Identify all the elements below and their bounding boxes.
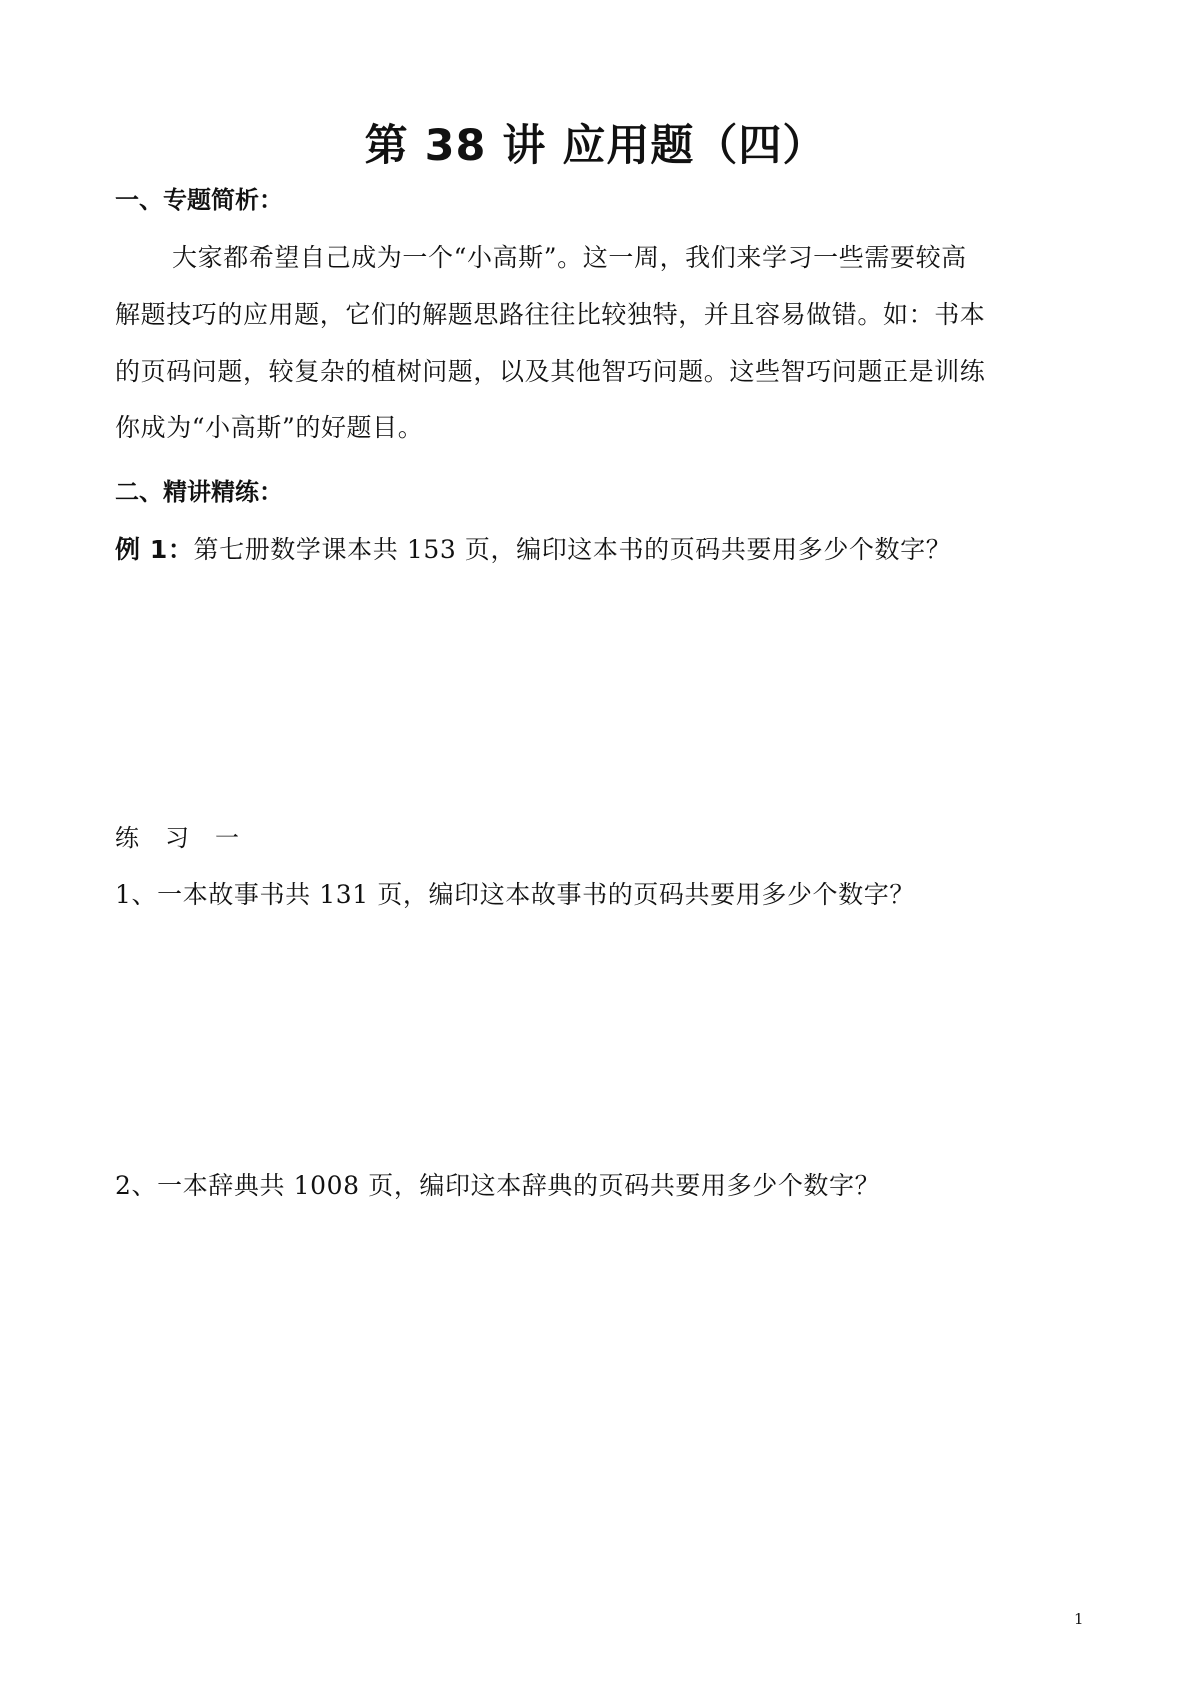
- section2-heading: 二、精讲精练：: [115, 478, 283, 506]
- intro-paragraph-line-4: 你成为“小高斯”的好题目。: [115, 413, 424, 442]
- page-title: 第 38 讲 应用题（四）: [364, 121, 827, 171]
- example-1-label: 例 1：: [115, 535, 194, 564]
- example-1: [115, 530, 951, 566]
- intro-paragraph-line-2: 解题技巧的应用题，它们的解题思路往往比较独特，并且容易做错。如：书本: [115, 300, 986, 329]
- practice-title: [115, 818, 265, 853]
- practice-question-2: 2、一本辞典共 1008 页，编印这本辞典的页码共要用多少个数字？: [115, 1171, 881, 1200]
- intro-paragraph-line-1: 大家都希望自己成为一个“小高斯”。这一周，我们来学习一些需要较高: [172, 243, 967, 272]
- practice-title-char: 习: [165, 824, 189, 852]
- section1-heading: 一、专题简析：: [115, 186, 283, 214]
- practice-title-char: 练: [115, 824, 139, 852]
- page-number: 1: [1074, 1610, 1084, 1628]
- practice-title-char: 一: [215, 824, 239, 852]
- example-1-text: 第七册数学课本共 153 页，编印这本书的页码共要用多少个数字？: [193, 535, 952, 564]
- practice-question-1: 1、一本故事书共 131 页，编印这本故事书的页码共要用多少个数字？: [115, 880, 915, 909]
- intro-paragraph-line-3: 的页码问题，较复杂的植树问题，以及其他智巧问题。这些智巧问题正是训练: [115, 357, 986, 386]
